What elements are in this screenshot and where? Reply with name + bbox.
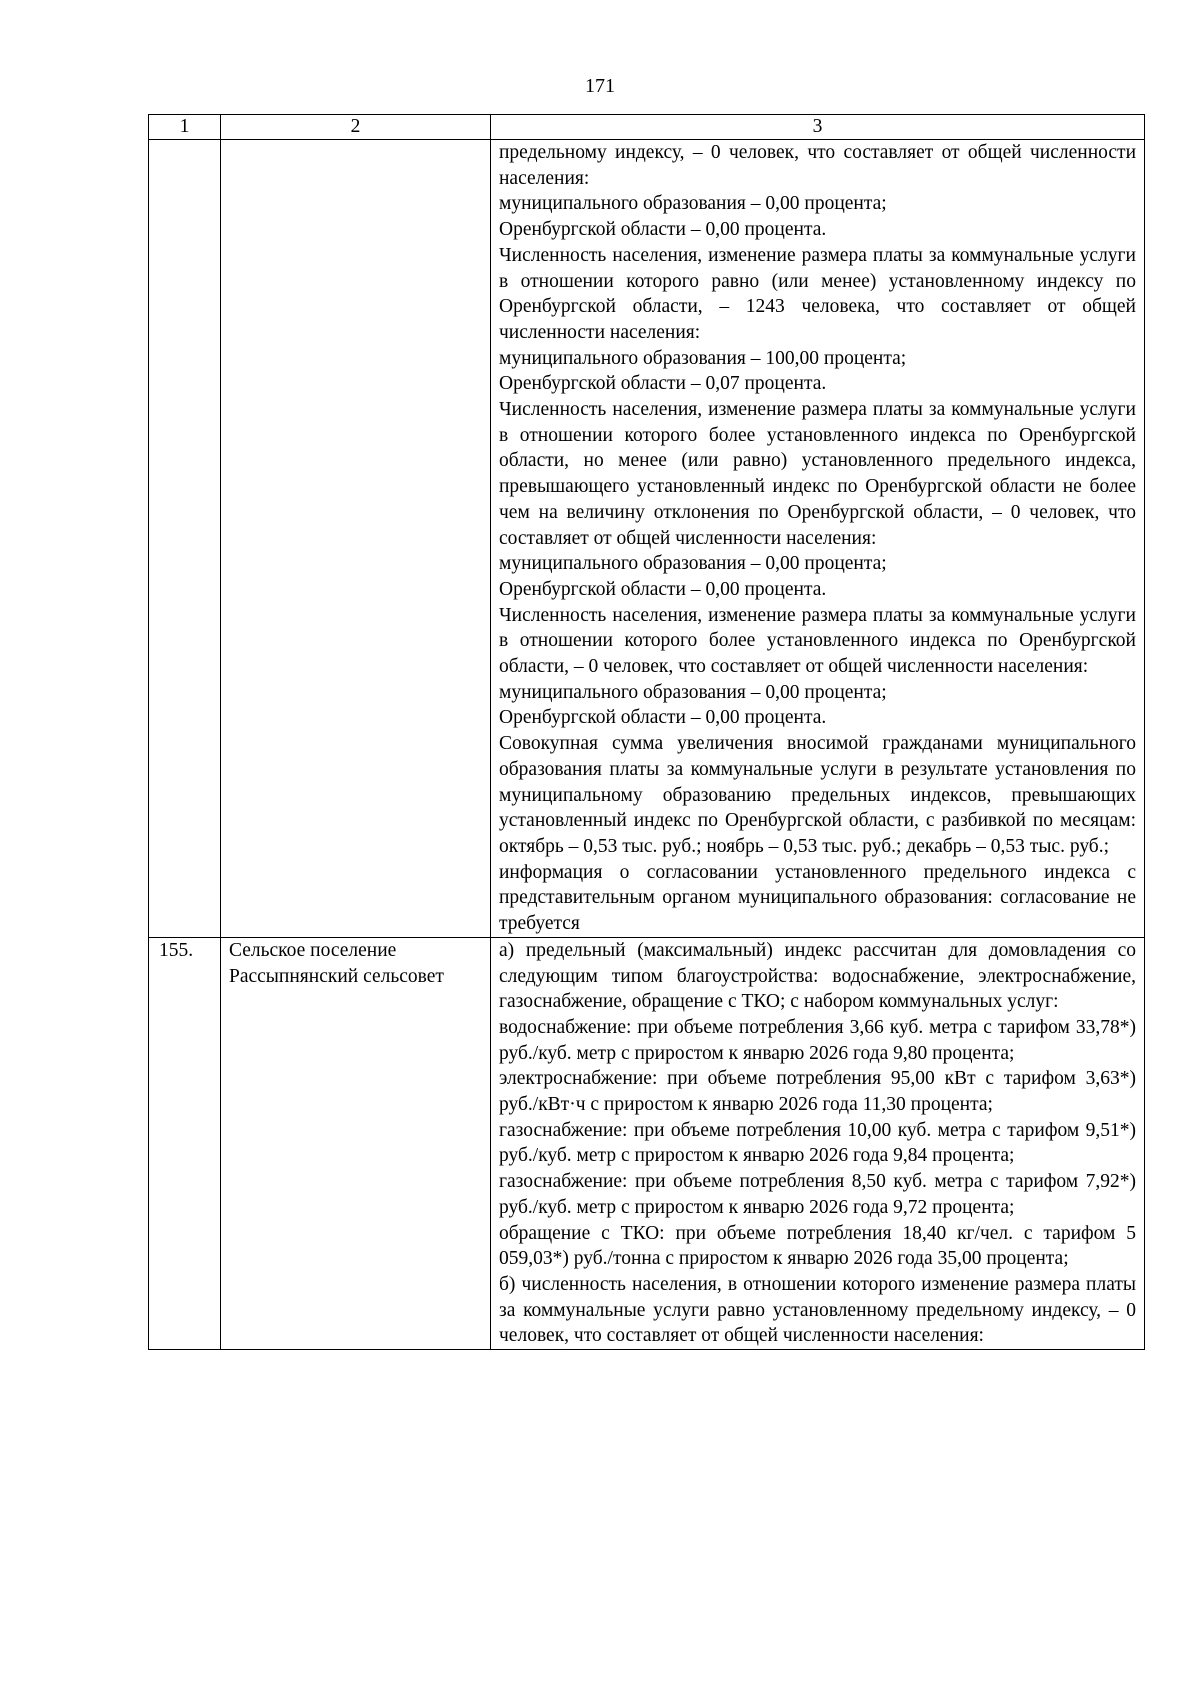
row-name-cell bbox=[221, 140, 491, 938]
paragraph: муниципального образования – 0,00 процента; bbox=[499, 193, 887, 215]
header-col-3: 3 bbox=[491, 115, 1145, 140]
paragraph: муниципального образования – 0,00 процента; bbox=[499, 553, 887, 575]
paragraph: Оренбургской области – 0,00 процента. bbox=[499, 707, 827, 729]
paragraph: Численность населения, изменение размера платы за коммунальные услуги в отношении которого более установленного индекса по Оренбургской области, но менее (или равно) установленного предельного индекса, превышающего установленный индекс по Оренбургской области не более чем на величину отклонения по Оренбургской области, – 0 человек, что составляет от общей численности населения: bbox=[499, 399, 1136, 549]
row-content-cell bbox=[491, 937, 1145, 1349]
paragraph: предельному индексу, – 0 человек, что составляет от общей численности населения: bbox=[499, 142, 1136, 189]
paragraph: газоснабжение: при объеме потребления 8,50 куб. метра с тарифом 7,92*) руб./куб. метр с приростом к январю 2026 года 9,72 процента; bbox=[499, 1171, 1136, 1218]
header-col-2: 2 bbox=[221, 115, 491, 140]
row-name-cell bbox=[221, 937, 491, 1349]
row-number-cell: 155. bbox=[149, 937, 221, 1349]
paragraph: Оренбургской области – 0,07 процента. bbox=[499, 373, 827, 395]
paragraph: водоснабжение: при объеме потребления 3,66 куб. метра с тарифом 33,78*) руб./куб. метр с приростом к январю 2026 года 9,80 процента; bbox=[499, 1016, 1136, 1064]
paragraph: информация о согласовании установленного предельного индекса с представительным органом муниципального образования: согласование не требуется bbox=[499, 861, 1136, 935]
paragraph: а) предельный (максимальный) индекс рассчитан для домовладения со следующим типом благоустройства: водоснабжение, электроснабжение, газоснабжение, обращение с ТКО; с набором коммунальных услуг: bbox=[499, 939, 1136, 1013]
paragraph: Совокупная сумма увеличения вносимой гражданами муниципального образования платы за коммунальные услуги в результате установления по муниципальному образованию предельных индексов, превышающих установленный индекс по Оренбургской области, с разбивкой по месяцам: октябрь – 0,53 тыс. руб.; ноябрь – 0,53 тыс. руб.; декабрь – 0,53 тыс. руб.; bbox=[499, 733, 1136, 857]
row-number-cell bbox=[149, 140, 221, 938]
header-col-1: 1 bbox=[149, 115, 221, 140]
paragraph: Численность населения, изменение размера платы за коммунальные услуги в отношении которого равно (или менее) установленному индексу по Оренбургской области, – 1243 человека, что составляет от общей численности населения: bbox=[499, 244, 1136, 343]
paragraph: муниципального образования – 0,00 процента; bbox=[499, 681, 887, 703]
paragraph: б) численность населения, в отношении которого изменение размера платы за коммунальные услуги равно установленному предельному индексу, – 0 человек, что составляет от общей численности населения: bbox=[499, 1273, 1136, 1347]
municipality-name-line: Сельское поселение bbox=[229, 939, 397, 961]
table-row-continuation bbox=[149, 140, 1145, 938]
paragraph: обращение с ТКО: при объеме потребления 18,40 кг/чел. с тарифом 5 059,03*) руб./тонна с приростом к январю 2026 года 35,00 процента; bbox=[499, 1222, 1136, 1270]
paragraph: газоснабжение: при объеме потребления 10,00 куб. метра с тарифом 9,51*) руб./куб. метр с приростом к январю 2026 года 9,84 процента; bbox=[499, 1119, 1136, 1167]
row-content-cell bbox=[491, 140, 1145, 938]
paragraph: Оренбургской области – 0,00 процента. bbox=[499, 578, 827, 600]
municipality-name-line: Рассыпнянский сельсовет bbox=[229, 965, 444, 987]
paragraph: Оренбургской области – 0,00 процента. bbox=[499, 219, 827, 241]
paragraph: электроснабжение: при объеме потребления 95,00 кВт с тарифом 3,63*) руб./кВт·ч с приростом к январю 2026 года 11,30 процента; bbox=[499, 1068, 1136, 1116]
table-row-155 bbox=[149, 937, 1145, 1349]
paragraph: муниципального образования – 100,00 процента; bbox=[499, 347, 907, 369]
table-header-row bbox=[149, 115, 1145, 140]
paragraph: Численность населения, изменение размера платы за коммунальные услуги в отношении которого более установленного индекса по Оренбургской области, – 0 человек, что составляет от общей численности населения: bbox=[499, 604, 1136, 678]
data-table bbox=[148, 114, 1145, 1350]
page-number: 171 bbox=[585, 75, 615, 97]
